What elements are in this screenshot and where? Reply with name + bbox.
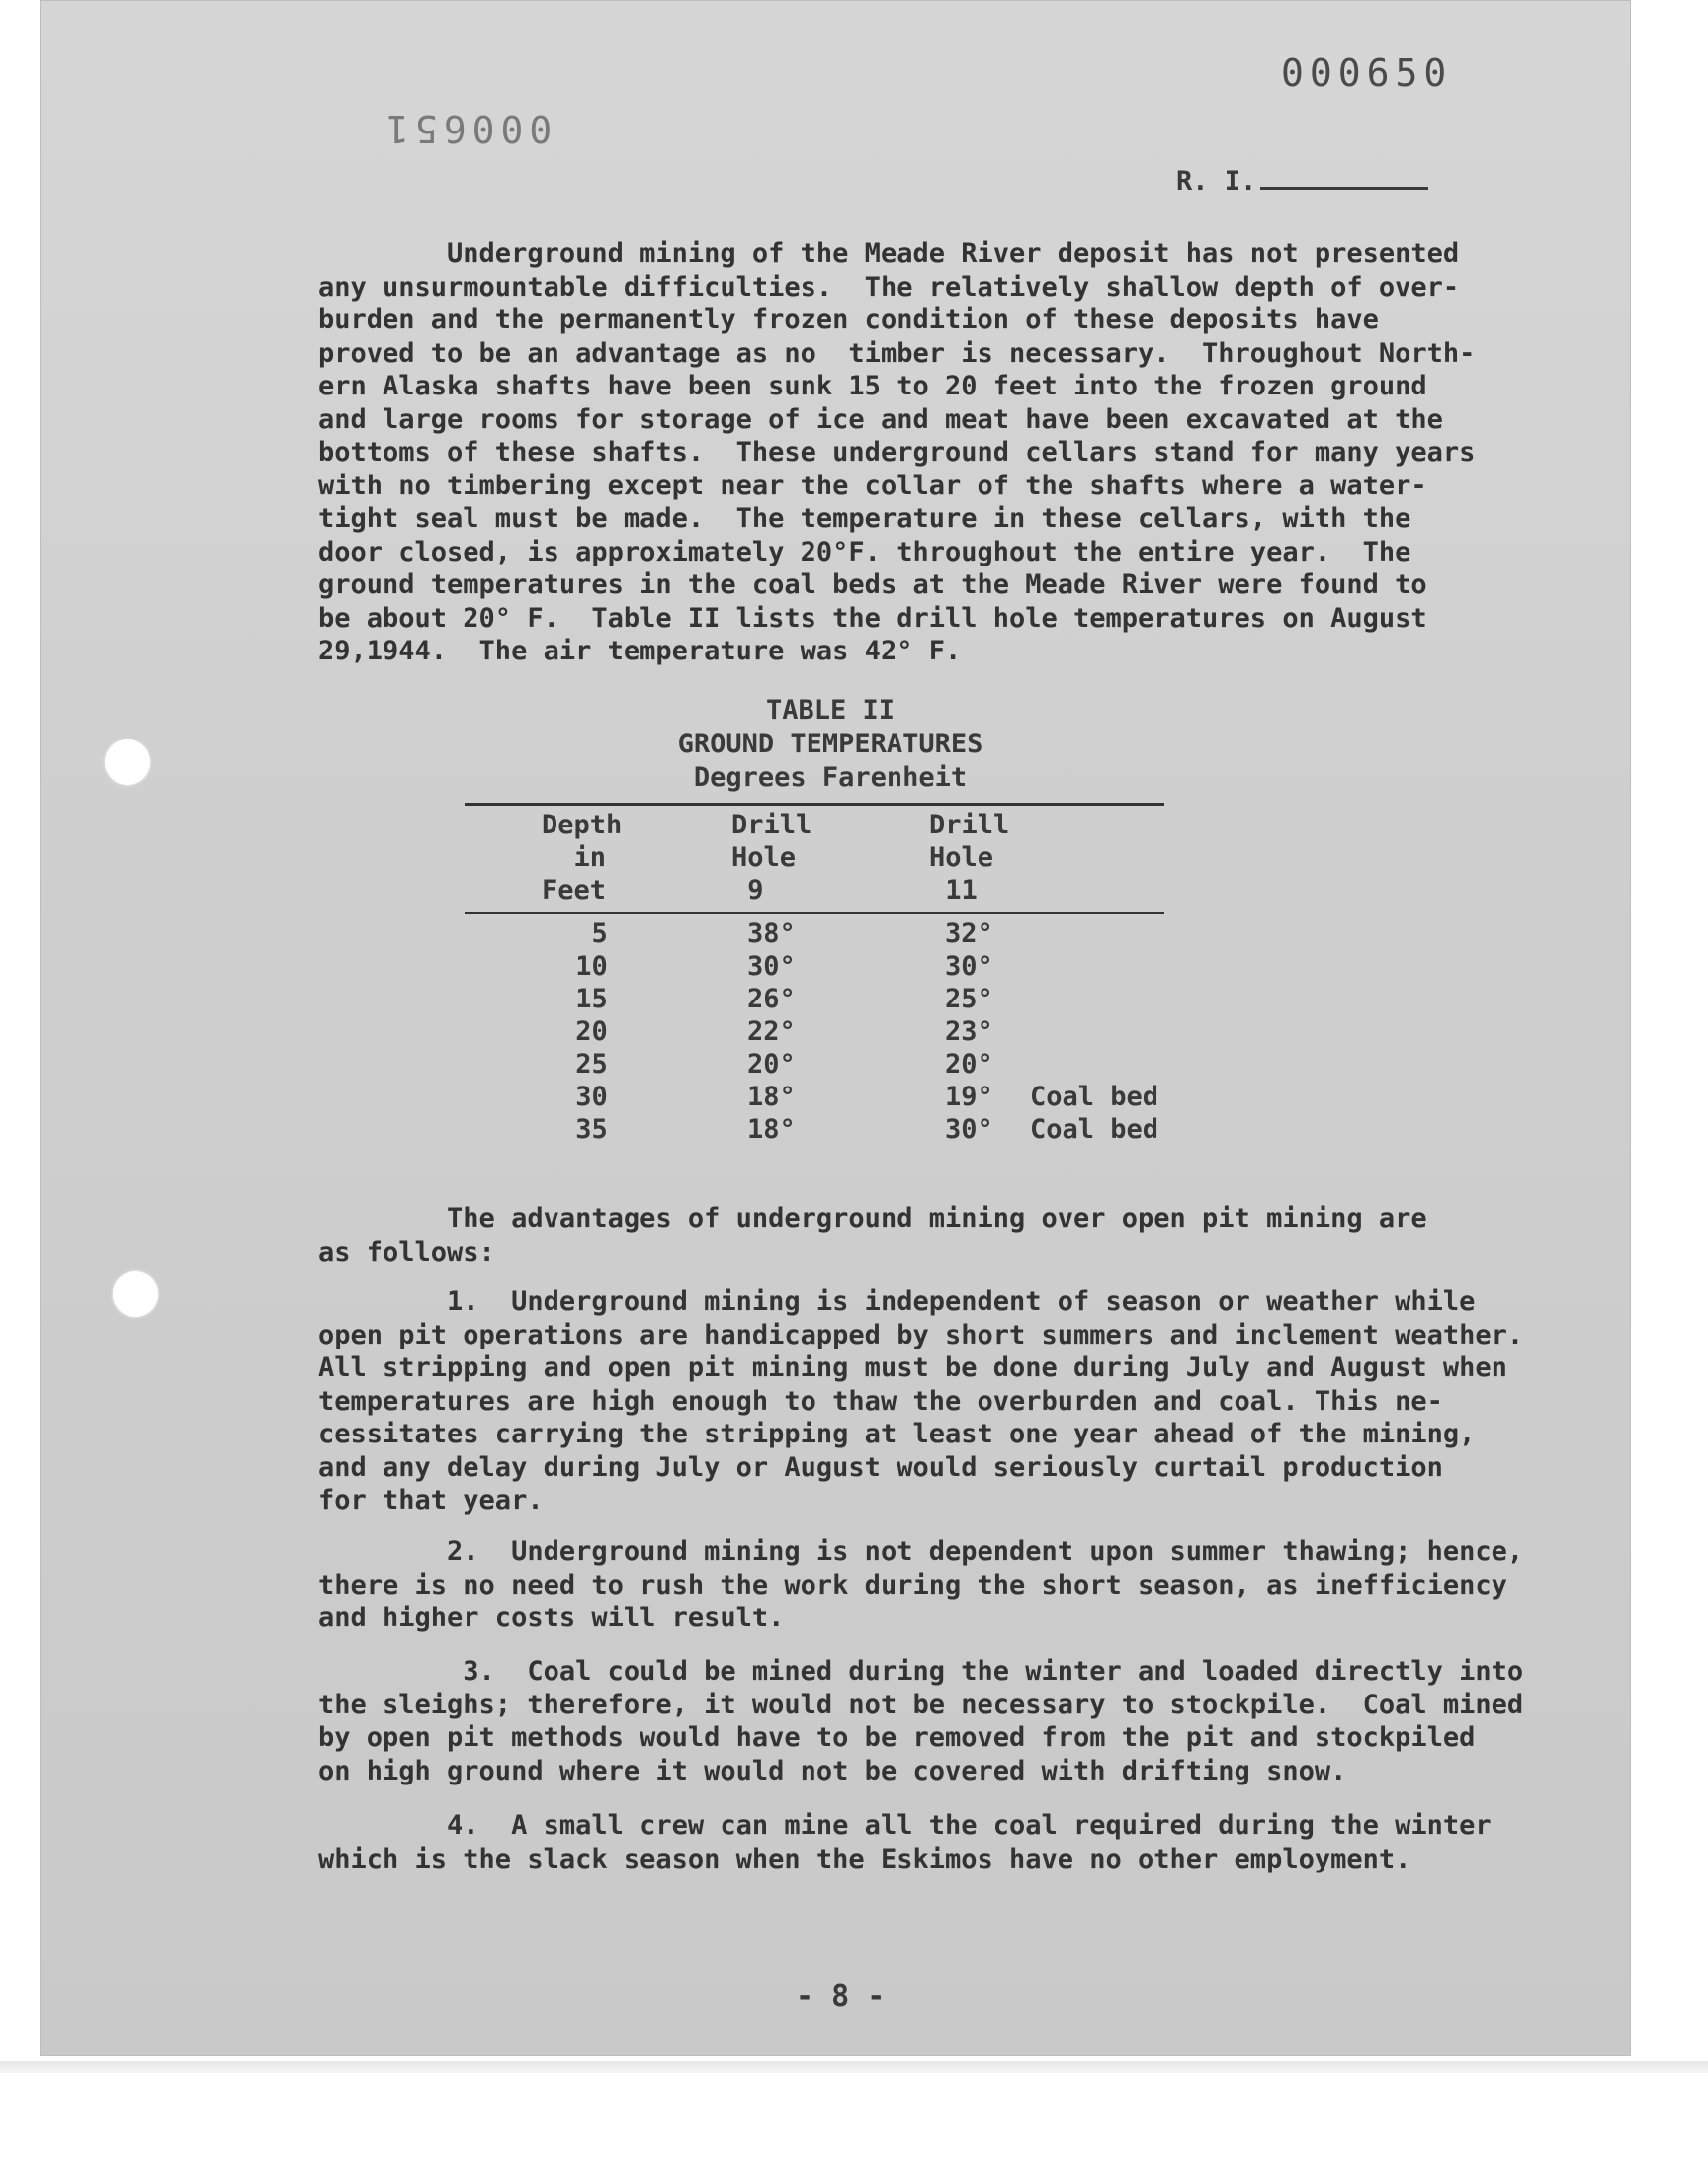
advantage-item-2: 2. Underground mining is not dependent upon summer thawing; hence, there is no need to rush the work during the short season, as inefficiency and higher costs will result.	[318, 1536, 1524, 1633]
punch-hole-lower	[113, 1271, 158, 1317]
header-depth: Depth in Feet	[542, 810, 623, 906]
header-drill-hole-11: Drill Hole 11	[929, 810, 1010, 906]
page-number: - 8 -	[796, 1979, 886, 2014]
depth-column: 5 10 15 20 25 30 35	[575, 918, 608, 1145]
bleedthrough-number-stamp: 000651	[381, 107, 553, 150]
document-number-stamp: 000650	[1281, 51, 1453, 95]
report-number-blank	[1260, 167, 1428, 190]
notes-column: Coal bed Coal bed	[1030, 1082, 1159, 1145]
report-number-label: R. I.	[1176, 166, 1257, 197]
advantages-intro-paragraph: The advantages of underground mining over open pit mining are as follows:	[318, 1203, 1427, 1267]
table-subtitle: GROUND TEMPERATURES	[677, 729, 983, 759]
table-title: TABLE II	[765, 695, 896, 726]
scanner-bed	[0, 2061, 1708, 2073]
report-number-field	[1176, 166, 1428, 197]
table-header-rule	[465, 912, 1164, 914]
punch-hole-upper	[105, 740, 150, 785]
advantage-item-1: 1. Underground mining is independent of season or weather while open pit operations are handicapped by short summers and inclement weather. All stripping and open pit mining must be done during July and August when temperatures are high enough to thaw the overburden and coal. This ne- cessitates carrying the stripping at least one year ahead of the mining, and any delay during July or August would seriously curtail production for that year.	[318, 1286, 1524, 1516]
header-drill-hole-9: Drill Hole 9	[731, 810, 812, 906]
table-units: Degrees Farenheit	[693, 762, 968, 793]
advantage-item-4: 4. A small crew can mine all the coal required during the winter which is the slack season when the Eskimos have no other employment.	[318, 1810, 1492, 1874]
table-top-rule	[465, 803, 1164, 806]
advantage-item-3: 3. Coal could be mined during the winter and loaded directly into the sleighs; therefore, it would not be necessary to stockpile. Coal mined by open pit methods would have to be removed from the pit and stockpiled on high ground where it would not be covered with drifting snow.	[318, 1656, 1524, 1786]
intro-paragraph: Underground mining of the Meade River deposit has not presented any unsurmountable difficulties. The relatively shallow depth of over- burden and the permanently frozen condition of these deposits have proved to be an advantage as no timber is necessary. Throughout North- ern Alaska shafts have been sunk 15 to 20 feet into the frozen ground and large rooms for storage of ice and meat have been excavated at the bottoms of these shafts. These underground cellars stand for many years with no timbering except near the collar of the shafts where a water- tight seal must be made. The temperature in these cellars, with the door closed, is approximately 20°F. throughout the entire year. The ground temperatures in the coal beds at the Meade River were found to be about 20° F. Table II lists the drill hole temperatures on August 29,1944. The air temperature was 42° F.	[318, 238, 1476, 666]
drill-hole-9-column: 38° 30° 26° 22° 20° 18° 18°	[747, 918, 796, 1145]
drill-hole-11-column: 32° 30° 25° 23° 20° 19° 30°	[945, 918, 993, 1145]
